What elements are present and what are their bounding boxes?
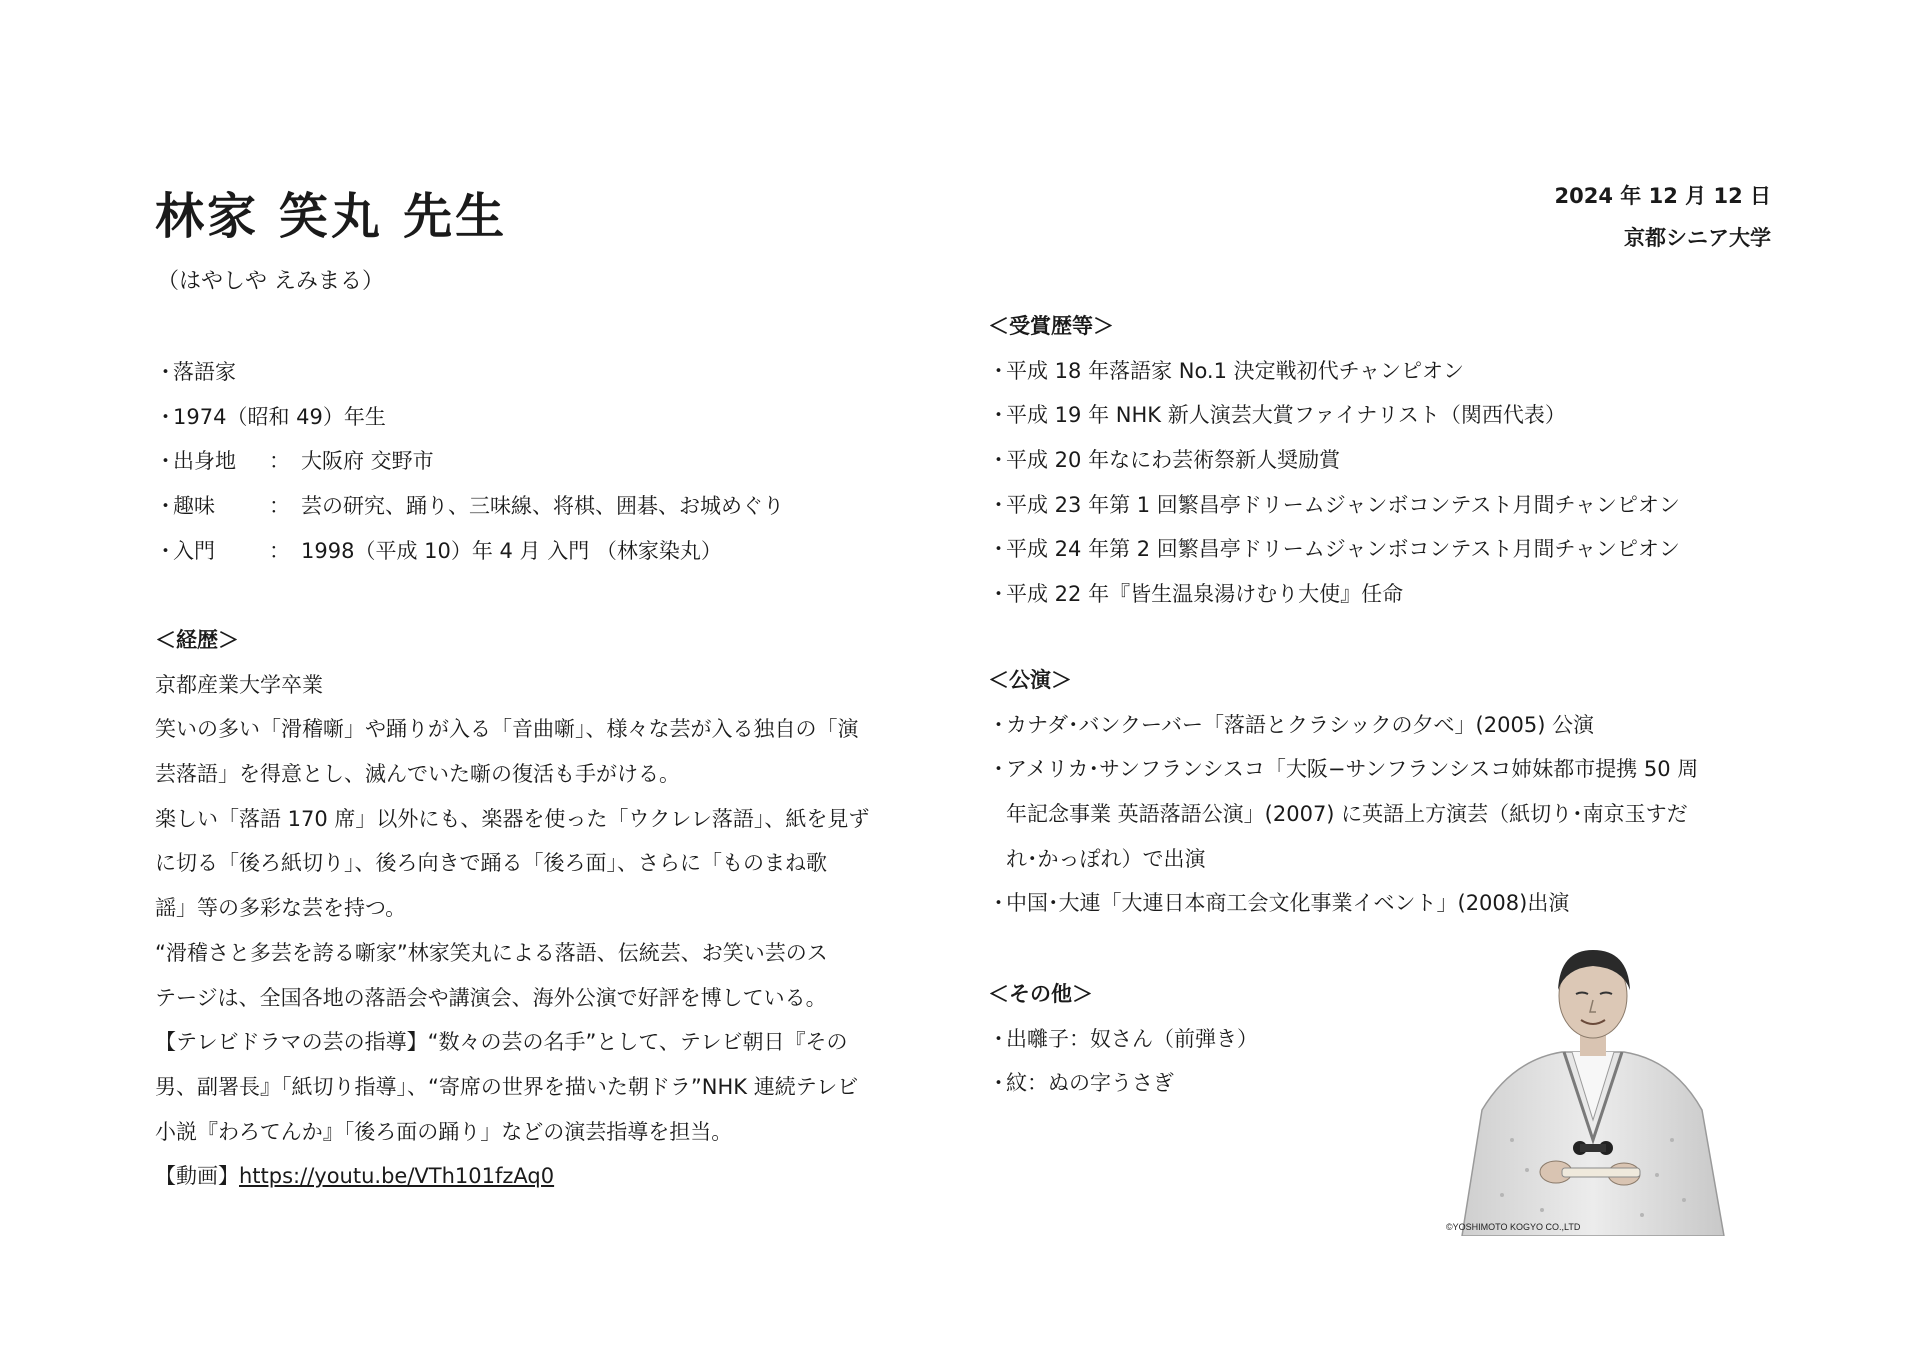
bullet: ・ [988,1026,1009,1051]
profile-section [155,350,935,573]
career-line: “滑稽さと多芸を誇る噺家”林家笑丸による落語、伝統芸、お笑い芸のス [155,940,828,965]
profile-item-occupation: ・落語家 [155,350,935,395]
bullet: ・ [155,449,176,474]
career-line: 笑いの多い「滑稽噺」や踊りが入る「音曲噺」、様々な芸が入る独自の「演 [155,717,859,742]
career-line: 芸落語」を得意とし、滅んでいた噺の復活も手がける。 [155,762,680,787]
page-title: 林家 笑丸 先生 [155,188,508,245]
performance-item-continued: れ･かっぽれ）で出演 [1006,846,1206,871]
other-item: ・紋：ぬの字うさぎ [988,1061,1788,1106]
awards-heading: ＜受賞歴等＞ [988,314,1114,338]
career-line: 男、副署長』「紙切り指導」、“寄席の世界を描いた朝ドラ”NHK 連続テレビ [155,1074,859,1099]
award-item: ・平成 22 年『皆生温泉湯けむり大使』任命 [988,572,1788,617]
bullet: ・ [988,448,1009,473]
portrait-photo [1452,940,1734,1236]
bullet: ・ [988,712,1009,737]
bullet: ・ [988,757,1009,782]
career-line: 謡」等の多彩な芸を持つ。 [155,896,407,921]
video-line [155,1154,935,1199]
performance-item: ・アメリカ･サンフランシスコ「大阪−サンフランシスコ姉妹都市提携 50 周 [988,747,1788,792]
bullet: ・ [155,360,176,384]
other-item: ・出囃子：奴さん（前弾き） [988,1017,1788,1062]
bullet: ・ [155,538,176,563]
performance-item-continued: 年記念事業 英語落語公演」(2007) に英語上方演芸（紙切り･南京玉すだ [1006,802,1688,827]
document-date: 2024 年 12 月 12 日 [1554,184,1771,208]
award-item: ・平成 19 年 NHK 新人演芸大賞ファイナリスト（関西代表） [988,393,1788,438]
bullet: ・ [988,1071,1009,1096]
profile-item-hobbies: ・趣味 ： 芸の研究、踊り、三味線、将棋、囲碁、お城めぐり [155,484,935,529]
name-reading: （はやしや えみまる） [157,269,384,294]
bullet: ・ [155,404,176,429]
career-heading: ＜経歴＞ [155,628,239,652]
bullet: ・ [988,537,1009,562]
bullet: ・ [988,358,1009,383]
profile-item-birth: ・1974（昭和 49）年生 [155,395,935,440]
career-line: 楽しい「落語 170 席」以外にも、楽器を使った「ウクレレ落語」、紙を見ず [155,806,870,831]
career-line: に切る「後ろ紙切り」、後ろ向きで踊る「後ろ面」、さらに「ものまね歌 [155,851,827,876]
bullet: ・ [988,891,1009,916]
award-item: ・平成 24 年第 2 回繁昌亭ドリームジャンボコンテスト月間チャンピオン [988,527,1788,572]
profile-item-hometown: ・出身地 ： 大阪府 交野市 [155,439,935,484]
career-line: テージは、全国各地の落語会や講演会、海外公演で好評を博している。 [155,985,827,1010]
bullet: ・ [988,403,1009,428]
bullet: ・ [988,492,1009,517]
award-item: ・平成 18 年落語家 No.1 決定戦初代チャンピオン [988,349,1788,394]
bullet: ・ [155,494,176,519]
organization-name: 京都シニア大学 [1624,226,1771,250]
award-item: ・平成 23 年第 1 回繁昌亭ドリームジャンボコンテスト月間チャンピオン [988,483,1788,528]
career-section [155,618,935,1199]
career-line: 小説『わろてんか』「後ろ面の踊り」などの演芸指導を担当。 [155,1119,733,1144]
performances-section [988,658,1788,926]
video-link[interactable]: https://youtu.be/VTh101fzAq0 [239,1164,555,1189]
performance-item: ・中国･大連「大連日本商工会文化事業イベント」(2008)出演 [988,881,1788,926]
profile-item-apprenticeship: ・入門 ： 1998（平成 10）年 4 月 入門 （林家染丸） [155,529,935,574]
other-heading: ＜その他＞ [988,982,1093,1006]
video-label: 【動画】 [155,1164,239,1189]
photo-credit: ©YOSHIMOTO KOGYO CO.,LTD [1446,1222,1581,1232]
awards-section [988,304,1788,617]
career-line: 【テレビドラマの芸の指導】“数々の芸の名手”として、テレビ朝日『その [155,1030,848,1055]
bullet: ・ [988,582,1009,607]
career-line: 京都産業大学卒業 [155,672,323,697]
performance-item: ・カナダ･バンクーバー「落語とクラシックの夕べ」(2005) 公演 [988,703,1788,748]
award-item: ・平成 20 年なにわ芸術祭新人奨励賞 [988,438,1788,483]
performances-heading: ＜公演＞ [988,668,1072,692]
